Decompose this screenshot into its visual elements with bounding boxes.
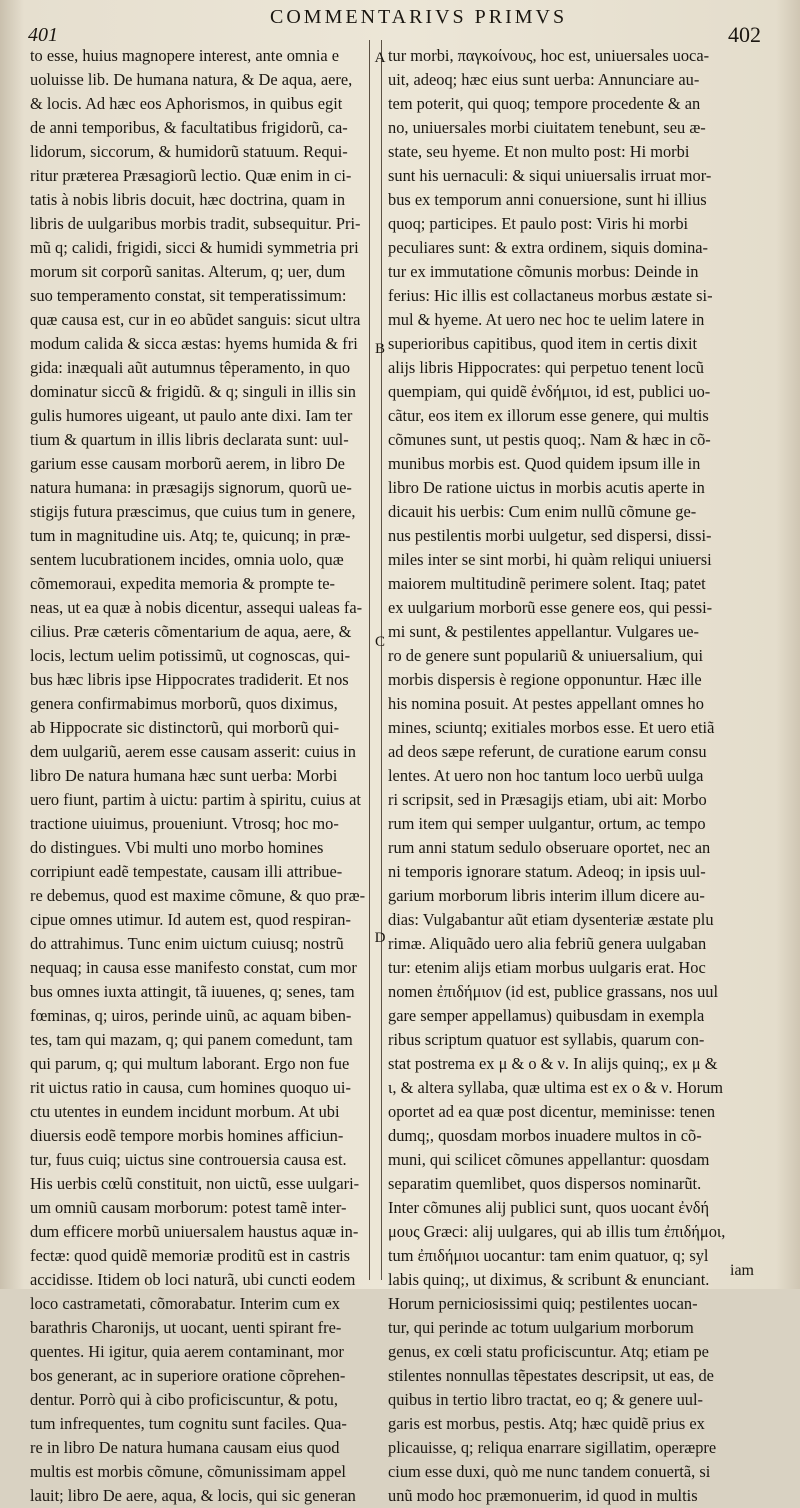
text-line: ad deos sæpe referunt, de curatione earum consu (388, 742, 707, 761)
text-line: superioribus capitibus, quod item in certis dixit (388, 334, 698, 353)
text-line: gare semper appellamus) quibusdam in exempla (388, 1006, 705, 1025)
text-line: uit, adeoq; hæc eius sunt uerba: Annunciare au- (388, 70, 700, 89)
text-line: lentes. At uero non hoc tantum loco uerbũ uulga (388, 766, 704, 785)
text-line: um omniũ causam morborum: potest tamẽ inter- (30, 1198, 347, 1217)
text-line: rum item qui semper uulgantur, ortum, ac tempo (388, 814, 706, 833)
text-line: genus, ex cœli statu proficiscuntur. Atq; etiam pe (388, 1342, 709, 1361)
margin-marker-c: C (374, 634, 385, 650)
text-line: quibus in tertio libro tractat, eo q; & genere uul- (388, 1390, 703, 1409)
text-line: to esse, huius magnopere interest, ante omnia e (30, 46, 340, 65)
text-line: nequaq; in causa esse manifesto constat, cum mor (30, 958, 357, 977)
text-line: de anni temporibus, & facultatibus frigidorũ, ca- (30, 118, 348, 137)
text-line: tes, tam qui mazam, q; qui panem comedunt, tam (30, 1030, 353, 1049)
text-line: ex uulgarium morborũ esse genere eos, qui pessi- (388, 598, 713, 617)
text-line: dem uulgariũ, aerem esse causam asserit: cuius in (30, 742, 356, 761)
text-line: peculiares sunt: & extra ordinem, siquis domina- (388, 238, 709, 257)
text-line: ctu utentes in eundem incidunt morbum. At ubi (30, 1102, 340, 1121)
text-line: multis est morbis cõmune, cõmunissimam appel (30, 1462, 346, 1481)
text-line: do attrahimus. Tunc enim uictum cuiusq; nostrũ (30, 934, 344, 953)
text-line: tur, fuus cuiq; uictus sine controuersia causa est. (30, 1150, 347, 1169)
text-line: bus omnes iuxta attingit, tã iuuenes, q; senes, tam (30, 982, 355, 1001)
text-line: dicauit his uerbis: Cum enim nullũ cõmune ge- (388, 502, 697, 521)
text-line: garium morborum libris interim illum dicere au- (388, 886, 705, 905)
text-line: bus ex temporum anni conuersione, sunt hi illius (388, 190, 707, 209)
text-line: ritur præterea Præsagiorũ lectio. Quæ enim in ci- (30, 166, 352, 185)
text-line: nus pestilentis morbi uulgetur, sed dispersi, dissi- (388, 526, 712, 545)
text-line: plicauisse, q; reliqua enarrare sigillatim, operæpre (388, 1438, 717, 1457)
text-line: gulis humores uigeant, ut paulo ante dixi. Iam ter (30, 406, 353, 425)
text-line: Horum perniciosissimi quiq; pestilentes uocan- (388, 1294, 698, 1313)
text-line: dominatur siccũ & frigidũ. & q; singuli in illis sin (30, 382, 356, 401)
text-line: bos generant, ac in superiore oratione cõprehen- (30, 1366, 346, 1385)
right-text-column (388, 44, 772, 1508)
text-line: fœminas, q; uiros, perinde uinũ, ac aquam biben- (30, 1006, 352, 1025)
text-line: tur, qui perinde ac totum uulgarium morborum (388, 1318, 694, 1337)
text-line: & locis. Ad hæc eos Aphorismos, in quibus egit (30, 94, 343, 113)
text-line: cipue omnes utimur. Id autem est, quod respiran- (30, 910, 351, 929)
text-line: neas, ut ea quæ à nobis dicentur, assequi ualeas fa- (30, 598, 363, 617)
text-line: tum in magnitudine uis. Atq; te, quicunq; in præ- (30, 526, 351, 545)
text-line: cõmunes sunt, ut pestis quoq;. Nam & hæc in cõ- (388, 430, 711, 449)
text-line: re debemus, quod est maxime cõmune, & quo præ- (30, 886, 366, 905)
column-rule (369, 40, 370, 1280)
text-line: diuersis eodẽ tempore morbis homines afficiun- (30, 1126, 344, 1145)
text-line: rimæ. Aliquãdo uero alia febriũ genera uulgaban (388, 934, 707, 953)
text-line: ri scripsit, sed in Præsagijs etiam, ubi ait: Morbo (388, 790, 707, 809)
text-line: ferius: Hic illis est collactaneus morbus æstate si- (388, 286, 713, 305)
text-line: lidorum, siccorum, & humidorũ statuum. Requi- (30, 142, 348, 161)
margin-marker-a: A (374, 50, 386, 66)
text-line: libris de uulgaribus morbis tradit, subsequitur. Pri- (30, 214, 361, 233)
text-line: dentur. Porrò qui à cibo proficiscuntur, & potu, (30, 1390, 338, 1409)
text-line: tum infrequentes, tum cognitu sunt faciles. Qua- (30, 1414, 347, 1433)
text-line: ni temporis ignorare statum. Adeoq; in ipsis uul- (388, 862, 706, 881)
text-line: accidisse. Itidem ob loci naturã, ubi cuncti eodem (30, 1270, 356, 1289)
text-line: oportet ad ea quæ post dicentur, meminisse: tenen (388, 1102, 716, 1121)
column-rule (381, 40, 382, 1280)
text-line: fectæ: quod quidẽ memoriæ proditũ est in castris (30, 1246, 351, 1265)
catchword: iam (730, 1262, 754, 1279)
text-line: morbis dispersis è regione opponuntur. Hæc ille (388, 670, 702, 689)
folio-number-right: 402 (728, 22, 761, 47)
text-line: corripiunt eadẽ tempestate, causam illi attribue- (30, 862, 343, 881)
text-line: gida: inæquali aũt autumnus têperamento, in quo (30, 358, 351, 377)
text-line: unũ modo hoc præmonuerim, id quod in multis (388, 1486, 698, 1505)
text-line: his nomina posuit. At pestes appellant omnes ho (388, 694, 704, 713)
text-line: labis quinq;, ut diximus, & scribunt & enunciant. (388, 1270, 710, 1289)
text-line: tatis à nobis libris docuit, hæc doctrina, quam in (30, 190, 346, 209)
text-line: libro De natura humana hæc sunt uerba: Morbi (30, 766, 338, 785)
text-line: tum ἐπιδήμιοι uocantur: tam enim quatuor, q; syl (388, 1246, 709, 1265)
text-line: quentes. Hi igitur, quia aerem contaminant, mor (30, 1342, 344, 1361)
text-line: ribus scriptum quatuor est syllabis, quarum con- (388, 1030, 705, 1049)
text-line: stilentes nonnullas tẽpestates descripsit, ut eas, de (388, 1366, 714, 1385)
text-line: loco castrametati, cõmorabatur. Interim cum ex (30, 1294, 340, 1313)
text-line: ι, & altera syllaba, quæ ultima est ex ο & ν. Horum (388, 1078, 724, 1097)
text-line: sunt his uernaculi: & siqui uniuersalis irruat mor- (388, 166, 712, 185)
text-line: quoq; participes. Et paulo post: Viris hi morbi (388, 214, 689, 233)
text-line: modum calida & sicca æstas: hyems humida & fri (30, 334, 358, 353)
margin-marker-d: D (374, 930, 386, 946)
text-line: mines, sciuntq; exitiales morbos esse. Et uero etiã (388, 718, 715, 737)
text-line: lauit; libro De aere, aqua, & locis, qui sic generan (30, 1486, 356, 1505)
text-line: genera confirmabimus morborũ, quos diximus, (30, 694, 338, 713)
text-line: stigijs futura præscimus, que cuius tum in genere, (30, 502, 356, 521)
text-line: His uerbis cœlũ constituit, non uictũ, esse uulgari- (30, 1174, 360, 1193)
text-line: tur ex immutatione cõmunis morbus: Deinde in (388, 262, 699, 281)
text-line: tium & quartum in illis libris declarata sunt: uul- (30, 430, 349, 449)
text-line: mũ q; calidi, frigidi, sicci & humidi symmetria pri (30, 238, 359, 257)
running-head: COMMENTARIVS PRIMVS (270, 6, 568, 28)
text-line: tractione uiuimus, proueniunt. Vtrosq; hoc mo- (30, 814, 339, 833)
text-line: barathris Charonijs, ut uocant, uenti spirant fre- (30, 1318, 342, 1337)
text-line: cium esse duxi, quò me nunc tandem conuertã, si (388, 1462, 711, 1481)
margin-marker-b: B (374, 341, 385, 357)
text-line: dum efficere morbũ uniuersalem haustus aquæ in- (30, 1222, 359, 1241)
left-text-column (30, 44, 370, 1508)
text-line: dias: Vulgabantur aũt etiam dysenteriæ æstate plu (388, 910, 714, 929)
text-line: no, uniuersales morbi ciuitatem tenebunt, seu æ- (388, 118, 706, 137)
text-line: separatim quemlibet, quos dispersos nominarũt. (388, 1174, 702, 1193)
text-line: stat postrema ex μ & ο & ν. In alijs quinq;, ex μ & (388, 1054, 718, 1073)
text-line: qui parum, q; qui multum laborant. Ergo non fue (30, 1054, 350, 1073)
text-line: quempiam, qui quidẽ ἐνδήμιοι, id est, publici uo- (388, 382, 711, 401)
text-line: re in libro De natura humana causam eius quod (30, 1438, 340, 1457)
text-line: libro De ratione uictus in morbis acutis aperte in (388, 478, 705, 497)
text-line: state, seu hyeme. Et non multo post: Hi morbi (388, 142, 690, 161)
text-line: sentem lucubrationem incides, omnia uolo, quæ (30, 550, 344, 569)
folio-number-left: 401 (28, 24, 58, 46)
text-line: dumq;, quosdam morbos inuadere multos in cõ- (388, 1126, 702, 1145)
text-line: garium esse causam morborũ aerem, in libro De (30, 454, 345, 473)
text-line: tem poterit, qui quoq; tempore procedente & an (388, 94, 701, 113)
text-line: nomen ἐπιδήμιον (id est, publice grassans, nos uul (388, 982, 719, 1001)
text-line: ab Hippocrate sic distinctorũ, qui morborũ qui- (30, 718, 340, 737)
text-line: cãtur, eos item ex illorum esse genere, qui multis (388, 406, 709, 425)
text-line: mi sunt, & pestilentes appellantur. Vulgares ue- (388, 622, 699, 641)
text-line: ro de genere sunt populariũ & uniuersalium, qui (388, 646, 703, 665)
page-header (0, 4, 800, 47)
text-line: tur: etenim alijs etiam morbus uulgaris erat. Hoc (388, 958, 706, 977)
text-line: garis est morbus, pestis. Atq; hæc quidẽ prius ex (388, 1414, 705, 1433)
text-line: do distingues. Vbi multi uno morbo homines (30, 838, 324, 857)
text-line: μους Græci: alij uulgares, qui ab illis tum ἐπιδήμοι, (388, 1222, 726, 1241)
text-line: rum anni statum sedulo obseruare oportet, nec an (388, 838, 711, 857)
text-line: uoluisse lib. De humana natura, & De aqua, aere, (30, 70, 353, 89)
text-line: maiorem multitudinẽ perimere solent. Itaq; patet (388, 574, 706, 593)
text-line: muni, qui scilicet cõmunes appellantur: quosdam (388, 1150, 710, 1169)
text-line: miles inter se sint morbi, hi quàm reliqui uniuersi (388, 550, 712, 569)
text-line: alijs libris Hippocrates: qui perpetuo tenent locũ (388, 358, 704, 377)
text-line: bus hæc libris ipse Hippocrates tradiderit. Et nos (30, 670, 349, 689)
text-line: tur morbi, παγκοίνους, hoc est, uniuersales uoca- (388, 46, 710, 65)
text-line: cõmemoraui, expedita memoria & prompte te- (30, 574, 335, 593)
text-line: suo temperamento constat, sit temperatissimum: (30, 286, 347, 305)
text-line: morum sit corporũ sanitas. Alterum, q; uer, dum (30, 262, 346, 281)
text-line: cilius. Præ cæteris cõmentarium de aqua, aere, & (30, 622, 352, 641)
text-line: natura humana: in præsagijs signorum, quorũ ue- (30, 478, 352, 497)
text-line: mul & hyeme. At uero nec hoc te uelim latere in (388, 310, 705, 329)
text-line: quæ causa est, cur in eo abũdet sanguis: sicut ultra (30, 310, 361, 329)
text-line: rit uictus ratio in causa, cum homines quoquo ui- (30, 1078, 351, 1097)
text-line: Inter cõmunes alij publici sunt, quos uocant ἐνδή (388, 1198, 710, 1217)
text-line: uero fiunt, partim à uictu: partim à spiritu, cuius at (30, 790, 361, 809)
text-line: munibus morbis est. Quod quidem ipsum ille in (388, 454, 701, 473)
text-line: locis, lectum uelim potissimũ, ut cognoscas, qui- (30, 646, 351, 665)
